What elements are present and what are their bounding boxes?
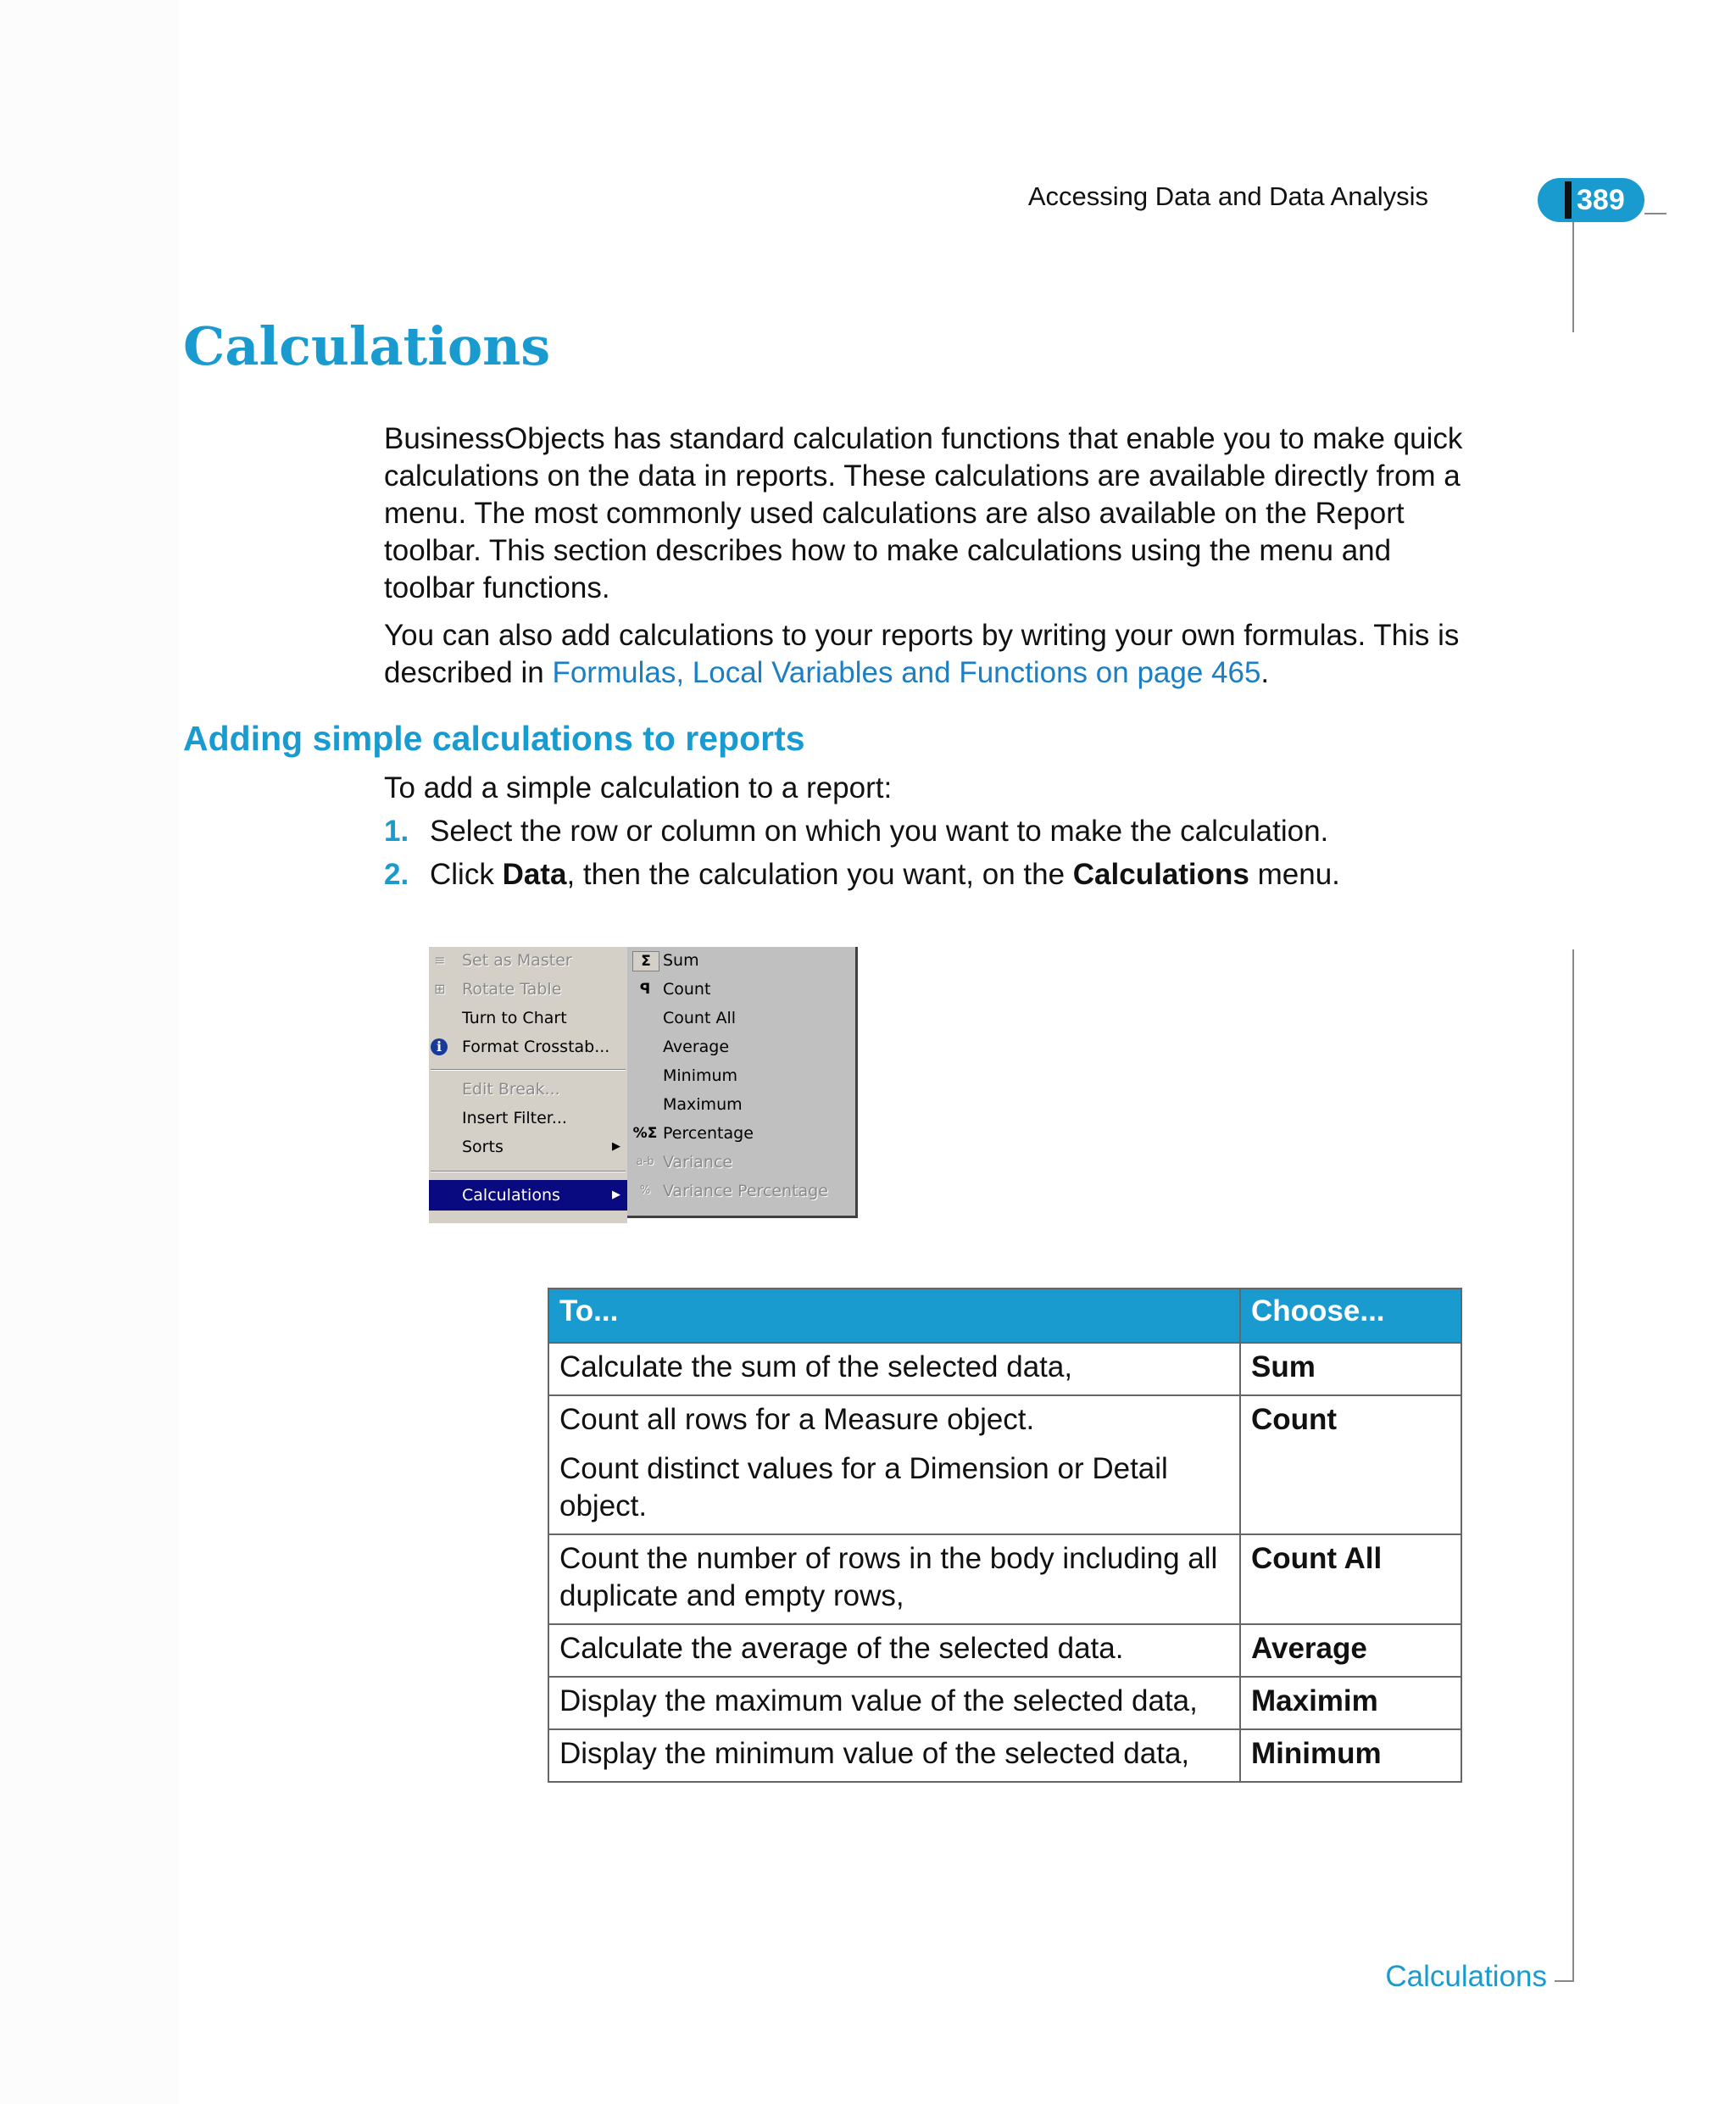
menu-item-label: Calculations: [462, 1186, 560, 1205]
table-cell-description: [548, 1677, 1240, 1729]
cell-text: Calculate the sum of the selected data,: [559, 1350, 1073, 1383]
step-number: 1.: [384, 815, 409, 848]
page-margin-strip: [0, 0, 178, 2104]
step-text: , then the calculation you want, on the: [566, 858, 1073, 891]
submenu-item-label: Percentage: [663, 1124, 754, 1143]
submenu-item-sum[interactable]: [627, 947, 848, 974]
table-cell-description: [548, 1343, 1240, 1395]
table-cell-choice: Count: [1240, 1395, 1461, 1534]
calculations-menu-screenshot: [429, 947, 858, 1223]
intro-p2-end: .: [1260, 656, 1270, 689]
footer-rule: [1555, 1980, 1574, 1982]
rotate-table-icon: ⊞: [434, 981, 446, 997]
menu-item-sorts[interactable]: [429, 1133, 627, 1161]
submenu-item-count-all[interactable]: [627, 1005, 848, 1032]
format-info-icon: ℹ: [431, 1038, 448, 1055]
sigma-icon: Σ: [632, 951, 659, 971]
step-number: 2.: [384, 858, 409, 891]
percent-sigma-icon: %Σ: [632, 1125, 658, 1142]
table-cell-choice: Sum: [1240, 1343, 1461, 1395]
step-bold-calculations: Calculations: [1072, 858, 1249, 891]
table-row: [548, 1534, 1461, 1624]
table-row: [548, 1395, 1461, 1534]
formulas-cross-reference-link[interactable]: Formulas, Local Variables and Functions on page 465: [552, 656, 1261, 689]
count-icon: ꟼ: [639, 981, 651, 998]
menu-item-label: Turn to Chart: [462, 1009, 567, 1027]
intro-paragraph-1: BusinessObjects has standard calculation functions that enable you to make quick calculations on the data in reports. These calculations are available directly from a menu. The most commonly used calculations are also available on the Report toolbar. This section describes how to make calculations using the menu and toolbar functions.: [384, 422, 1463, 604]
table-cell-description: [548, 1624, 1240, 1677]
submenu-item-label: Variance Percentage: [663, 1182, 829, 1200]
running-header: Accessing Data and Data Analysis: [1027, 181, 1428, 211]
submenu-item-minimum[interactable]: [627, 1062, 848, 1089]
table-cell-choice: Count All: [1240, 1534, 1461, 1624]
cell-text: Count all rows for a Measure object.: [559, 1403, 1035, 1436]
tab-notch: [1565, 181, 1572, 219]
step-text: Click: [430, 858, 503, 891]
column-header: To...: [548, 1289, 1240, 1343]
page-number-tab: [1538, 178, 1644, 222]
table-cell-description: [548, 1534, 1240, 1624]
table-header-row: [548, 1289, 1461, 1343]
submenu-arrow-icon: ▶: [612, 1140, 620, 1153]
table-row: [548, 1624, 1461, 1677]
table-cell-choice: Average: [1240, 1624, 1461, 1677]
header-rule: [1644, 213, 1666, 214]
context-menu: [429, 947, 627, 1223]
menu-item-insert-filter[interactable]: [429, 1105, 627, 1132]
submenu-item-variance-percentage[interactable]: [627, 1177, 848, 1205]
submenu-arrow-icon: ▶: [612, 1188, 620, 1201]
margin-rule-right: [1572, 949, 1574, 1982]
margin-rule-top: [1572, 222, 1574, 332]
table-cell-description: [548, 1729, 1240, 1782]
submenu-item-maximum[interactable]: [627, 1091, 848, 1118]
submenu-item-label: Maximum: [663, 1095, 743, 1114]
page-number: 389: [1577, 184, 1625, 216]
submenu-item-label: Sum: [663, 951, 699, 970]
intro-p2-text: You can also add calculations to your reports by writing your own formulas. This is described in: [384, 619, 1460, 689]
menu-item-format-crosstab[interactable]: [429, 1033, 627, 1060]
submenu-item-label: Variance: [663, 1153, 733, 1172]
step-text: Select the row or column on which you want to make the calculation.: [430, 815, 1329, 848]
procedure-lead: To add a simple calculation to a report:: [384, 771, 893, 804]
submenu-item-average[interactable]: [627, 1033, 848, 1060]
submenu-item-label: Average: [663, 1038, 730, 1056]
set-master-icon: ≡: [434, 952, 446, 968]
menu-item-label: Format Crosstab...: [462, 1038, 610, 1056]
table-row: [548, 1729, 1461, 1782]
menu-item-turn-to-chart[interactable]: [429, 1005, 627, 1032]
menu-item-label: Insert Filter...: [462, 1109, 567, 1127]
menu-item-label: Edit Break...: [462, 1080, 560, 1099]
menu-item-label: Rotate Table: [462, 980, 562, 999]
page-title: Calculations: [183, 315, 551, 377]
calculation-options-table: [548, 1288, 1462, 1783]
submenu-item-label: Count All: [663, 1009, 737, 1027]
cell-text: Count the number of rows in the body including all duplicate and empty rows,: [559, 1542, 1218, 1612]
step-text: menu.: [1249, 858, 1340, 891]
variance-percent-icon: %: [639, 1184, 651, 1197]
table-cell-choice: Minimum: [1240, 1729, 1461, 1782]
variance-icon: a-b: [636, 1155, 654, 1168]
cell-text: Calculate the average of the selected data.: [559, 1632, 1124, 1665]
cell-text: Display the minimum value of the selected data,: [559, 1737, 1190, 1770]
table-row: [548, 1677, 1461, 1729]
step-2: [384, 856, 1340, 893]
menu-separator: [431, 1069, 626, 1071]
menu-item-label: Sorts: [462, 1138, 504, 1156]
menu-item-label: Set as Master: [462, 951, 572, 970]
intro-paragraph-2: [384, 617, 1469, 692]
table-cell-choice: Maximim: [1240, 1677, 1461, 1729]
submenu-item-count[interactable]: [627, 976, 848, 1003]
section-heading: Adding simple calculations to reports: [183, 719, 805, 758]
menu-separator: [431, 1171, 626, 1172]
table-row: [548, 1343, 1461, 1395]
cell-text: Count distinct values for a Dimension or Detail object.: [559, 1452, 1168, 1522]
menu-item-set-as-master[interactable]: [429, 947, 627, 974]
submenu-item-label: Count: [663, 980, 711, 999]
menu-item-rotate-table[interactable]: [429, 976, 627, 1003]
table-cell-description: [548, 1395, 1240, 1534]
menu-item-edit-break[interactable]: [429, 1076, 627, 1103]
cell-text: Display the maximum value of the selected data,: [559, 1684, 1198, 1717]
submenu-item-percentage[interactable]: [627, 1120, 848, 1147]
menu-item-calculations[interactable]: [429, 1180, 627, 1211]
step-1: [384, 813, 1328, 850]
running-footer: Calculations: [1385, 1960, 1547, 1993]
step-bold-data: Data: [502, 858, 567, 891]
submenu-item-variance[interactable]: [627, 1149, 848, 1176]
submenu-item-label: Minimum: [663, 1066, 738, 1085]
column-header: Choose...: [1240, 1289, 1461, 1343]
calculations-submenu: [627, 947, 858, 1218]
